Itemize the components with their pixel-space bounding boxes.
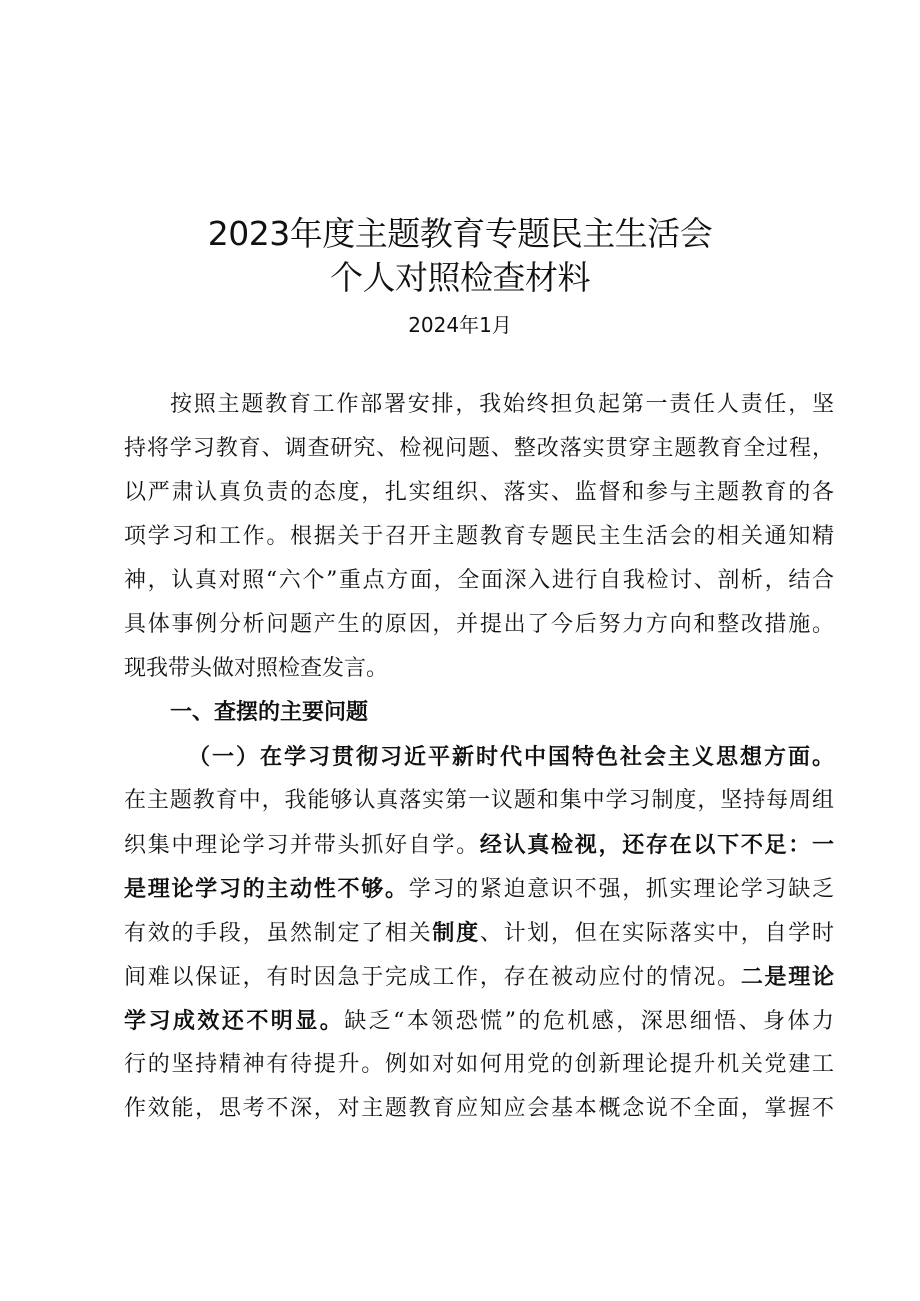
section-heading: 一、查摆的主要问题 [170,700,369,725]
document-date: 2024年1月 [408,313,512,337]
body-text: 有效的手段，虽然制定了相关 [124,921,433,946]
intro-paragraph-line: 按照主题教育工作部署安排，我始终担负起第一责任人责任，坚 [170,392,834,417]
body-text-bold: 是理论学习的主动性不够。 [124,876,409,902]
body-paragraph-line: 行的坚持精神有待提升。例如对如何用党的创新理论提升机关党建工 [124,1052,834,1077]
intro-paragraph-line: 项学习和工作。根据关于召开主题教育专题民主生活会的相关通知精 [124,524,834,549]
body-text: 、计划，但在实际落实中，自学时 [479,921,834,946]
body-text: 缺乏“本领恐慌”的危机感，深思细悟、身体力 [344,1009,834,1034]
intro-paragraph-line: 持将学习教育、调查研究、检视问题、整改落实贯穿主题教育全过程， [124,436,834,461]
document-title-line-1: 2023年度主题教育专题民主生活会 [207,214,713,253]
intro-paragraph-line: 以严肃认真负责的态度，扎实组织、落实、监督和参与主题教育的各 [124,480,834,505]
body-text: 间难以保证，有时因急于完成工作，存在被动应付的情况。 [124,965,741,990]
subsection-heading: （一）在学习贯彻习近平新时代中国特色社会主义思想方面。 [188,744,834,770]
body-paragraph-line [124,918,834,949]
body-text-bold: 学习成效还不明显。 [124,1008,345,1034]
body-paragraph-line: 作效能，思考不深，对主题教育应知应会基本概念说不全面，掌握不 [124,1096,834,1121]
intro-paragraph-line: 具体事例分析问题产生的原因，并提出了今后努力方向和整改措施。 [124,612,834,637]
body-text-bold: 二是理论 [740,964,834,990]
body-paragraph-line [124,962,834,993]
document-title-line-2: 个人对照检查材料 [330,258,590,297]
body-paragraph-line [124,1006,834,1037]
body-text: 学习的紧迫意识不强，抓实理论学习缺乏 [408,877,834,902]
body-paragraph-line [124,830,834,861]
body-paragraph-line: 在主题教育中，我能够认真落实第一议题和集中学习制度，坚持每周组 [124,788,834,813]
intro-paragraph-line: 现我带头做对照检查发言。 [124,656,389,681]
intro-paragraph-line: 神，认真对照“六个”重点方面，全面深入进行自我检讨、剖析，结合 [124,568,834,593]
body-paragraph-line [124,874,834,905]
body-text-bold: 经认真检视，还存在以下不足：一 [479,832,834,858]
body-text-bold: 制度 [432,920,480,946]
body-text: 织集中理论学习并带头抓好自学。 [124,833,480,858]
